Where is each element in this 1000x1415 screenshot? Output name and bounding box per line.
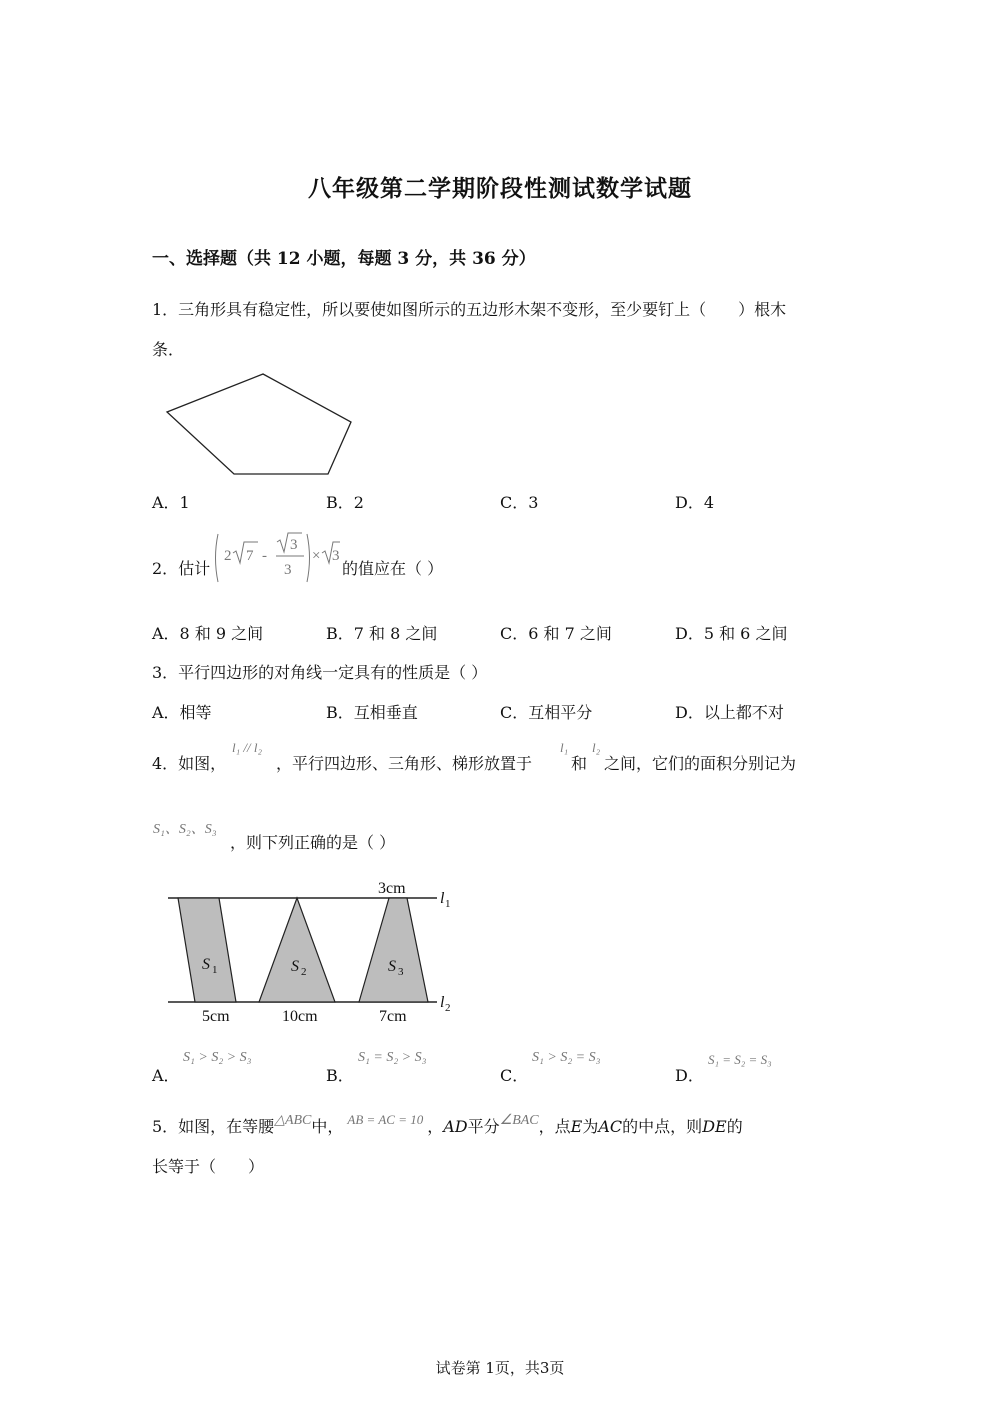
question-4-option-a-letter: A． (152, 1066, 180, 1085)
figure-bottom-label-3: 7cm (379, 1008, 407, 1025)
question-3-option-b: B．互相垂直 (326, 703, 418, 722)
q5-ac: AC (598, 1117, 623, 1136)
area-label-1: S (202, 956, 210, 973)
area-sub-3: 3 (398, 966, 404, 978)
figure-top-label: 3cm (378, 880, 406, 897)
question-4-option-b-math: S₁ = S₂ > S₃ (358, 1050, 427, 1065)
pentagon-figure (160, 368, 360, 480)
q5-ad: AD (443, 1117, 468, 1136)
parallelogram-shape (178, 898, 236, 1002)
question-4-option-b-letter: B． (326, 1066, 354, 1085)
question-3-text: 3．平行四边形的对角线一定具有的性质是（ ） (152, 663, 488, 682)
area-label-3: S (388, 958, 396, 975)
q5-t3: 平分 (467, 1117, 500, 1136)
expr-minus: - (262, 548, 267, 564)
area-sub-1: 1 (212, 964, 218, 976)
question-4-parallel-math: l₁ // l₂ (232, 740, 262, 755)
expr-rad3: 3 (290, 537, 298, 553)
q5-angle: ∠BAC (499, 1113, 539, 1128)
line-label-1: l (440, 890, 445, 907)
q5-t7: 的 (726, 1117, 743, 1136)
question-2-prefix: 2．估计 (152, 559, 211, 578)
line-sub-2: 2 (445, 1002, 451, 1014)
question-1-line-1: 1．三角形具有稳定性，所以要使如图所示的五边形木架不变形，至少要钉上（ ）根木 (152, 300, 787, 319)
question-4-prefix: 4．如图， (152, 754, 227, 773)
q5-triangle: △ABC (274, 1113, 312, 1128)
q5-e: E (570, 1117, 583, 1136)
question-3-option-d: D．以上都不对 (675, 703, 784, 722)
q5-prefix: 5．如图，在等腰 (152, 1117, 275, 1136)
q5-equation: AB = AC = 10 (347, 1112, 424, 1127)
page-title: 八年级第二学期阶段性测试数学试题 (308, 175, 692, 202)
question-4-option-d-letter: D． (675, 1066, 704, 1085)
question-1-option-d: D．4 (675, 493, 715, 512)
section-heading: 一、选择题（共 12 小题，每题 3 分，共 36 分） (152, 249, 536, 269)
question-4-l1: l₁ (560, 740, 569, 755)
question-2-option-b: B．7 和 8 之间 (326, 624, 438, 643)
page-footer: 试卷第 1页，共3页 (435, 1359, 565, 1377)
question-4-l2: l₂ (592, 740, 601, 755)
expr-times: × (312, 548, 321, 564)
question-3-option-a: A．相等 (152, 703, 212, 722)
question-3-option-c: C．互相平分 (500, 703, 593, 722)
q5-t4: ，点 (538, 1117, 571, 1136)
question-2-option-d: D．5 和 6 之间 (675, 624, 788, 643)
expr-rad3b: 3 (332, 548, 340, 564)
question-2-option-c: C．6 和 7 之间 (500, 624, 612, 643)
question-4-end: 之间，它们的面积分别记为 (604, 754, 797, 773)
question-4-option-d-math: S₁ = S₂ = S₃ (708, 1052, 772, 1067)
question-4-and: 和 (571, 754, 588, 773)
question-1-option-a: A．1 (152, 493, 190, 512)
question-2-suffix: 的值应在（ ） (342, 559, 444, 578)
triangle-shape (259, 898, 335, 1002)
area-label-2: S (291, 958, 299, 975)
question-4-option-c-letter: C． (500, 1066, 529, 1085)
q5-t2: ， (427, 1117, 444, 1136)
question-2-expression (212, 530, 342, 586)
question-4-areas-math: S₁、S₂、S₃ (153, 822, 217, 837)
expr-rad7: 7 (246, 548, 254, 564)
q5-t5: 为 (582, 1117, 599, 1136)
line-label-2: l (440, 994, 445, 1011)
question-5-line-1 (152, 1112, 743, 1141)
question-1-option-c: C．3 (500, 493, 539, 512)
area-sub-2: 2 (301, 966, 307, 978)
question-4-option-a-math: S₁ > S₂ > S₃ (183, 1050, 252, 1065)
q5-t6: 的中点，则 (622, 1117, 703, 1136)
expr-denominator: 3 (284, 562, 292, 578)
line-sub-1: 1 (445, 898, 451, 910)
figure-bottom-label-1: 5cm (202, 1008, 230, 1025)
parallel-lines-figure (160, 876, 470, 1028)
question-2-option-a: A．8 和 9 之间 (152, 624, 264, 643)
question-4-mid: ，平行四边形、三角形、梯形放置于 (276, 754, 533, 773)
figure-bottom-label-2: 10cm (282, 1008, 318, 1025)
question-4-line-2-end: ，则下列正确的是（ ） (230, 833, 396, 852)
expr-two: 2 (224, 548, 232, 564)
q5-de: DE (702, 1117, 727, 1136)
question-1-option-b: B．2 (326, 493, 364, 512)
question-1-line-2: 条． (152, 340, 185, 359)
q5-t1: 中， (311, 1117, 344, 1136)
question-5-line-2: 长等于（ ） (152, 1157, 265, 1176)
trapezoid-shape (359, 898, 428, 1002)
question-4-option-c-math: S₁ > S₂ = S₃ (532, 1050, 601, 1065)
